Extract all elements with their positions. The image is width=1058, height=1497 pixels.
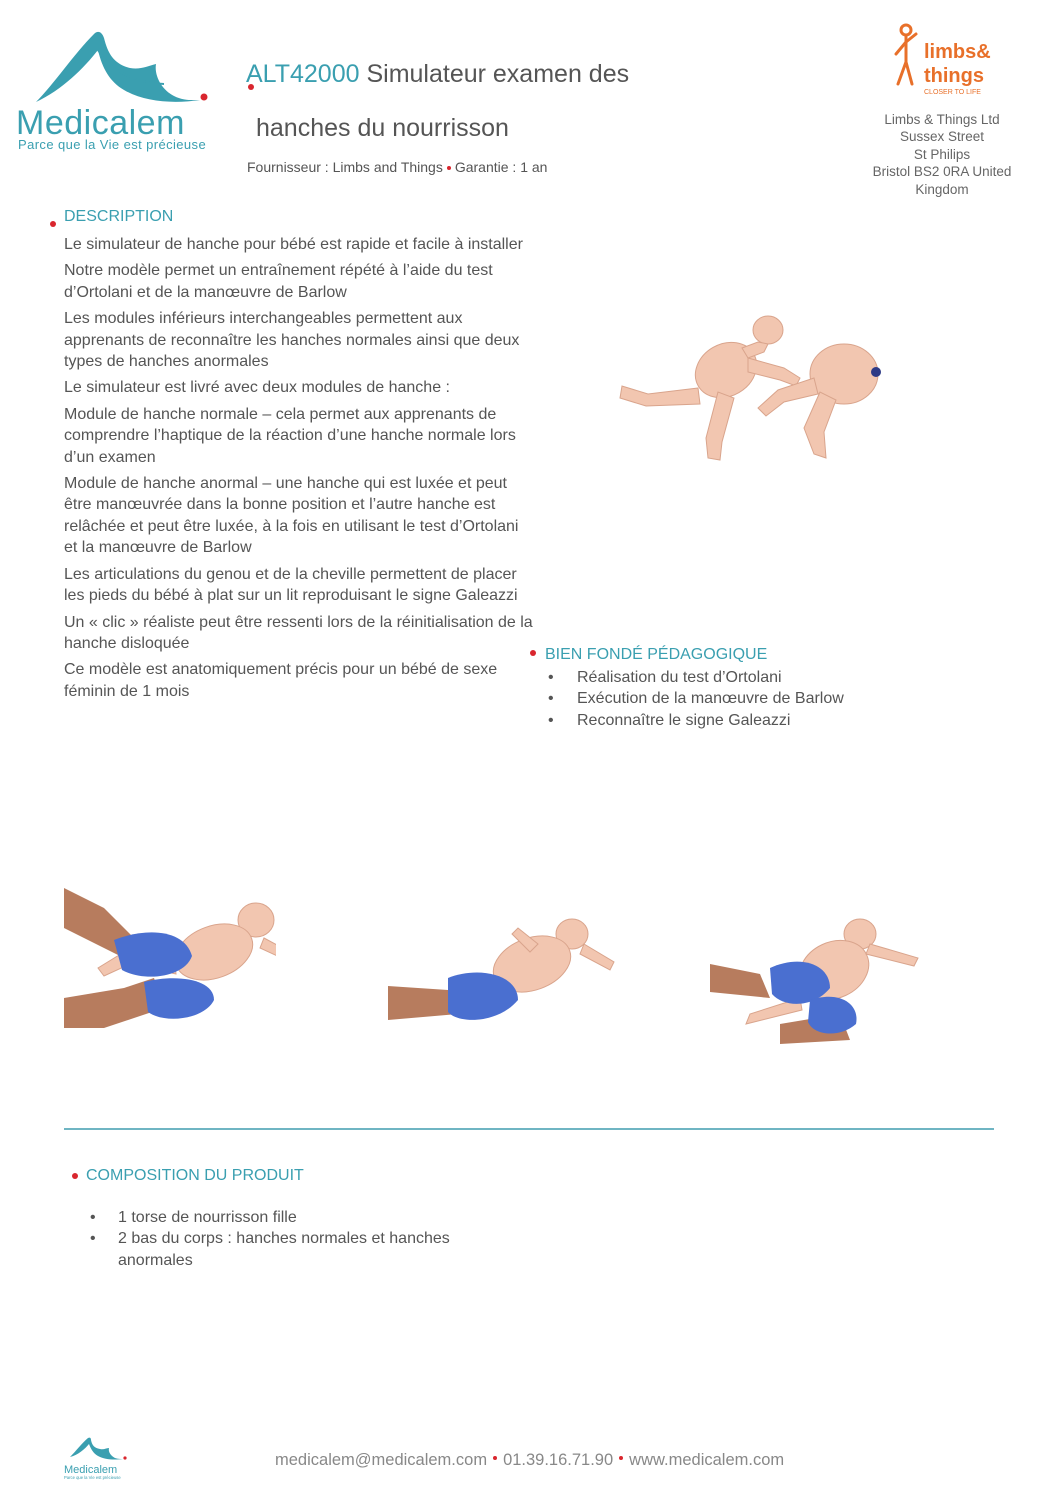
procedure-photo bbox=[64, 878, 276, 1062]
footer-logo bbox=[60, 1435, 142, 1481]
email-link[interactable]: medicalem@medicalem.com bbox=[275, 1451, 488, 1469]
warranty: Garantie : 1 an bbox=[454, 159, 548, 175]
description-paragraph: Module de hanche normale – cela permet aux apprenants de comprendre l’haptique de la réaction d’une hanche normale lors d’un examen bbox=[64, 405, 516, 466]
footer-logo-wordmark: Medicalem bbox=[64, 1464, 118, 1476]
separator-dot bbox=[619, 1456, 623, 1460]
address-line: St Philips bbox=[913, 146, 971, 162]
procedure-photo bbox=[388, 914, 620, 1030]
pedagogy-heading: BIEN FONDÉ PÉDAGOGIQUE bbox=[545, 646, 768, 663]
footer-contact bbox=[275, 1451, 784, 1470]
description-paragraph: Les articulations du genou et de la cheville permettent de placer les pieds du bébé à plat sur un lit reproduisant le signe Galeazzi bbox=[64, 565, 518, 605]
description-paragraph: Module de hanche anormal – une hanche qui est luxée et peut être manœuvrée dans la bonne position et l’autre hanche est relâchée et peut être luxée, à la fois en utilisant le test d’Ortolani et la manœuvre de Barlow bbox=[64, 475, 519, 557]
logo-tagline: Parce que la Vie est précieuse bbox=[18, 137, 207, 152]
address-line: Kingdom bbox=[915, 181, 969, 197]
section-bullet bbox=[530, 650, 536, 656]
description-paragraph: Le simulateur est livré avec deux modules de hanche : bbox=[64, 379, 450, 397]
separator-dot bbox=[447, 166, 451, 170]
phone-number: 01.39.16.71.90 bbox=[503, 1451, 614, 1469]
section-bullet bbox=[72, 1173, 78, 1179]
description-body bbox=[64, 234, 534, 707]
partner-logo-tagline: CLOSER TO LIFE bbox=[924, 89, 981, 96]
pedagogy-list bbox=[548, 667, 844, 731]
partner-logo-word1: limbs& bbox=[924, 41, 991, 63]
website-link[interactable]: www.medicalem.com bbox=[629, 1451, 785, 1469]
title-line-1: Simulateur examen des bbox=[359, 60, 630, 88]
description-paragraph: Un « clic » réaliste peut être ressenti lors de la réinitialisation de la hanche disloquée bbox=[64, 613, 533, 652]
composition-heading: COMPOSITION DU PRODUIT bbox=[86, 1167, 304, 1184]
description-heading: DESCRIPTION bbox=[64, 208, 174, 225]
list-item: • 1 torse de nourrisson fille bbox=[90, 1207, 510, 1228]
page-title bbox=[246, 60, 629, 89]
limbs-things-logo bbox=[888, 18, 998, 100]
description-paragraph: Ce modèle est anatomiquement précis pour un bébé de sexe féminin de 1 mois bbox=[64, 661, 498, 700]
partner-address bbox=[868, 111, 1016, 198]
logo-wordmark: Medicalem bbox=[16, 104, 185, 142]
address-line: Bristol BS2 0RA United bbox=[872, 164, 1012, 180]
address-line: Limbs & Things Ltd bbox=[884, 112, 1000, 127]
list-item: • Reconnaître le signe Galeazzi bbox=[548, 710, 844, 731]
separator-dot bbox=[493, 1456, 497, 1460]
footer-logo-tagline: Parce que la Vie est précieuse bbox=[64, 1475, 121, 1480]
list-item: • Réalisation du test d’Ortolani bbox=[548, 667, 844, 688]
section-bullet bbox=[50, 221, 56, 227]
description-paragraph: Le simulateur de hanche pour bébé est rapide et facile à installer bbox=[64, 236, 523, 253]
product-image bbox=[608, 308, 898, 486]
supplier: Fournisseur : Limbs and Things bbox=[247, 159, 443, 175]
title-line-2: hanches du nourrisson bbox=[256, 114, 509, 142]
description-paragraph: Notre modèle permet un entraînement répété à l’aide du test d’Ortolani et de la manœuvre de Barlow bbox=[64, 262, 493, 301]
list-item: • Exécution de la manœuvre de Barlow bbox=[548, 688, 844, 709]
address-line: Sussex Street bbox=[899, 129, 985, 145]
supplier-line bbox=[247, 159, 547, 175]
composition-list bbox=[90, 1207, 510, 1271]
product-code: ALT42000 bbox=[246, 60, 360, 88]
section-divider bbox=[64, 1128, 994, 1130]
procedure-photo bbox=[710, 914, 936, 1044]
description-paragraph: Les modules inférieurs interchangeables permettent aux apprenants de reconnaître les hanches normales ainsi que deux types de hanches anormales bbox=[64, 310, 520, 371]
list-item: • 2 bas du corps : hanches normales et hanches anormales bbox=[90, 1228, 510, 1271]
partner-logo-word2: things bbox=[924, 65, 984, 87]
